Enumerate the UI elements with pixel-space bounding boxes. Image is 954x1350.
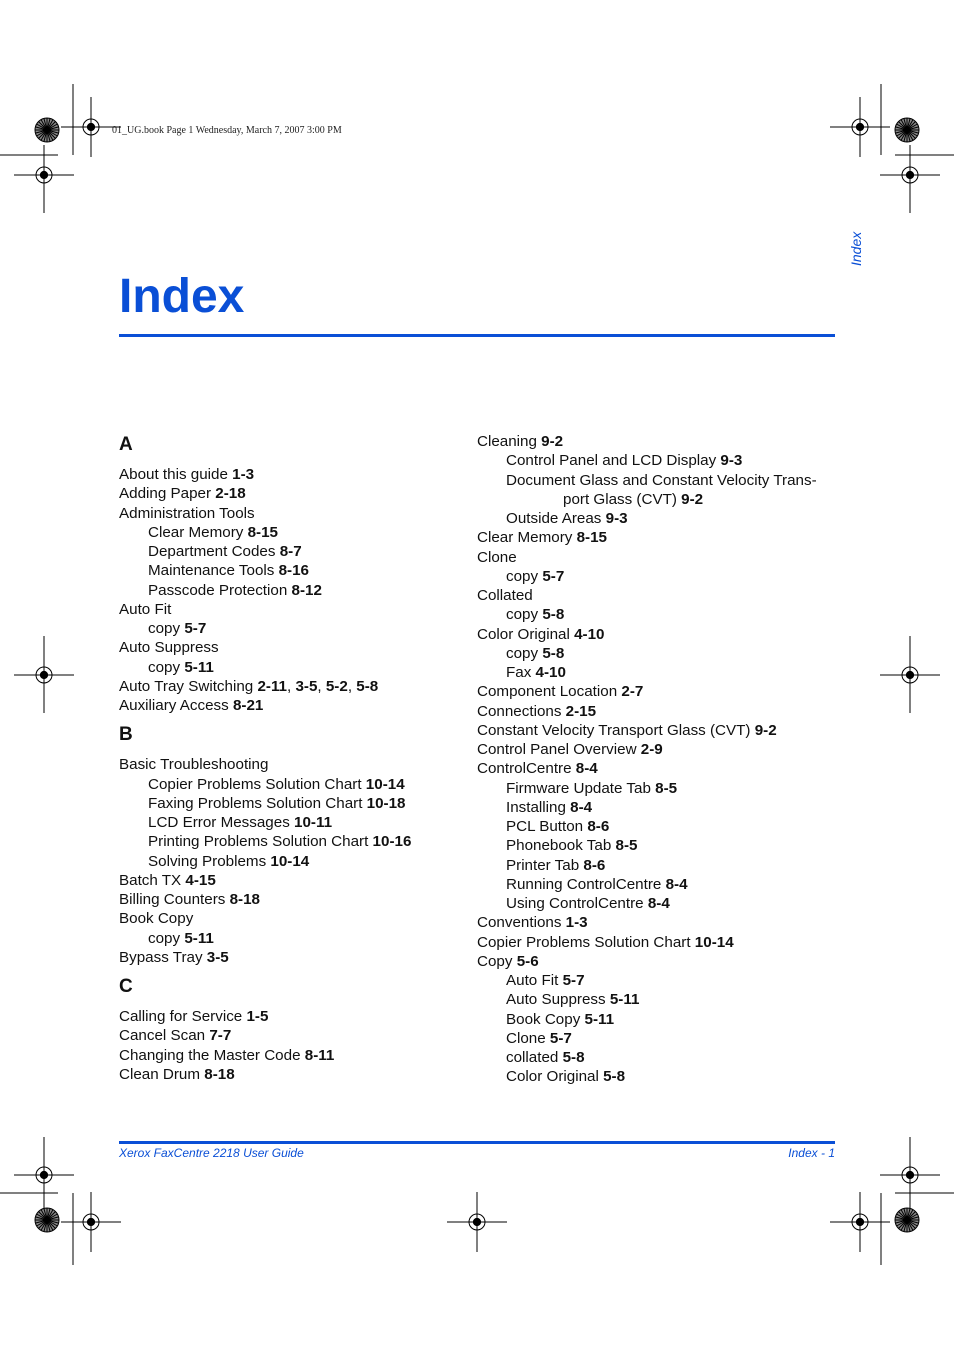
index-page-ref[interactable]: 8-15 <box>576 529 607 547</box>
index-page-ref[interactable]: 5-11 <box>584 1010 615 1028</box>
index-entry-term: copy <box>148 620 185 637</box>
index-entry-term: Clone <box>506 1029 550 1047</box>
index-entry-term: Control Panel and LCD Display <box>506 452 721 470</box>
index-page-ref[interactable]: 9-3 <box>605 510 628 527</box>
index-entry-term: ControlCentre <box>477 760 576 778</box>
index-page-ref[interactable]: 8-15 <box>247 523 278 541</box>
index-page-ref[interactable]: 5-7 <box>549 1029 572 1047</box>
index-entry-term: Auxiliary Access <box>119 697 233 714</box>
index-page-ref[interactable]: 8-5 <box>655 779 678 797</box>
index-page-ref[interactable]: 5-11 <box>609 991 640 1009</box>
index-page-ref[interactable]: 5-8 <box>356 677 379 695</box>
index-entry-term: Cancel Scan <box>119 1027 210 1045</box>
index-entry-term: Installing <box>506 798 571 816</box>
index-page-ref[interactable]: 8-4 <box>575 760 598 778</box>
index-entry-term: Basic Troubleshooting <box>119 756 269 774</box>
index-entry-term: Firmware Update Tab <box>506 779 656 797</box>
index-page-ref[interactable]: 9-3 <box>720 452 743 470</box>
index-page-ref[interactable]: 8-18 <box>204 1065 235 1083</box>
index-page-ref[interactable]: 5-7 <box>184 620 207 637</box>
index-page-ref[interactable]: 4-15 <box>185 871 216 889</box>
index-letter-heading: A <box>119 434 133 455</box>
index-page-ref[interactable]: 5-2 <box>325 677 348 695</box>
index-page-ref[interactable]: 10-16 <box>372 833 412 851</box>
index-page-ref[interactable]: 5-7 <box>562 972 585 989</box>
index-entry: Auto Tray Switching 2-11, 3-5, 5-2, 5-8 <box>119 677 379 695</box>
index-page-ref[interactable]: 8-4 <box>647 895 670 912</box>
index-page-ref[interactable]: 8-6 <box>587 818 610 835</box>
index-entry-term: Constant Velocity Transport Glass (CVT) <box>477 721 755 739</box>
index-entry-term: Using ControlCentre <box>506 895 648 912</box>
index-entry-term: collated <box>506 1049 563 1066</box>
index-entry-term: Solving Problems <box>148 852 271 870</box>
index-page-ref[interactable]: 10-14 <box>270 852 310 870</box>
index-entry-term: Book Copy <box>119 910 194 928</box>
index-page-ref[interactable]: 5-8 <box>603 1068 626 1086</box>
index-entry-term: Conventions <box>477 914 566 932</box>
index-entry-term: Bypass Tray <box>119 948 207 966</box>
page-title: Index <box>119 270 245 323</box>
index-entry-term: Maintenance Tools <box>148 562 279 580</box>
index-entry-term: Changing the Master Code <box>119 1046 305 1064</box>
index-entry-term: Color Original <box>506 1068 604 1086</box>
index-page-ref[interactable]: 2-15 <box>565 702 597 720</box>
index-page-ref[interactable]: 1-3 <box>565 914 588 932</box>
index-entry-term: Department Codes <box>148 543 280 560</box>
index-page-ref[interactable]: 5-11 <box>184 658 214 676</box>
index-entry-term: Copy <box>477 952 517 970</box>
index-page-ref[interactable]: 8-21 <box>232 697 264 714</box>
index-page-ref[interactable]: 10-11 <box>294 814 333 831</box>
index-page-ref[interactable]: 5-8 <box>562 1049 585 1066</box>
index-page-ref[interactable]: 5-7 <box>542 567 565 585</box>
index-entry-term: Administration Tools <box>119 504 255 522</box>
index-page-ref[interactable]: 3-5 <box>295 677 318 695</box>
index-page-ref[interactable]: 8-18 <box>229 891 260 908</box>
index-entry-term: Copier Problems Solution Chart <box>477 933 695 951</box>
index-entry-term: Book Copy <box>506 1010 585 1028</box>
index-entry-term: Adding Paper <box>119 485 216 503</box>
index-entry-term: Clear Memory <box>477 529 577 547</box>
index-page-ref[interactable]: 8-4 <box>570 798 593 816</box>
index-entry-term: Calling for Service <box>119 1008 247 1025</box>
index-page-ref[interactable]: 8-4 <box>665 875 688 893</box>
index-entry-term: Auto Tray Switching <box>119 677 258 695</box>
index-entry-term: Running ControlCentre <box>506 875 666 893</box>
index-entry-term: copy <box>506 644 543 662</box>
index-entry-term: Printing Problems Solution Chart <box>148 833 373 851</box>
index-page-ref[interactable]: 7-7 <box>209 1027 232 1045</box>
index-entry-term: Phonebook Tab <box>506 837 616 855</box>
index-entry-term: port Glass (CVT) <box>563 490 682 508</box>
index-entry-term: Faxing Problems Solution Chart <box>148 794 367 812</box>
index-entry-term: Clean Drum <box>119 1065 205 1083</box>
index-page-ref[interactable]: 3-5 <box>206 948 229 966</box>
index-entry-term: Clone <box>477 548 517 566</box>
index-entry-term: Auto Suppress <box>506 991 610 1009</box>
index-entry-term: Copier Problems Solution Chart <box>148 775 366 793</box>
index-page-ref[interactable]: 5-8 <box>542 644 565 662</box>
index-entry-term: copy <box>148 658 185 676</box>
index-page-ref[interactable]: 1-5 <box>246 1008 269 1025</box>
index-entry-term: Component Location <box>477 683 622 701</box>
index-letter-heading: C <box>119 976 133 997</box>
index-entry-term: Clear Memory <box>148 523 248 541</box>
index-page-ref[interactable]: 1-3 <box>232 466 255 483</box>
index-entry-term: copy <box>148 929 185 947</box>
index-entry-term: Passcode Protection <box>148 581 292 599</box>
index-page-ref[interactable]: 2-18 <box>215 485 246 503</box>
index-page-ref[interactable]: 4-10 <box>574 625 605 643</box>
index-page-ref[interactable]: 9-2 <box>681 490 704 508</box>
index-entry-term: Auto Fit <box>506 972 563 989</box>
index-page-ref[interactable]: 5-8 <box>542 606 565 624</box>
index-page-ref[interactable]: 8-7 <box>279 543 302 560</box>
index-entry-term: copy <box>506 567 543 585</box>
index-entry-term: Collated <box>477 587 533 604</box>
index-entry-term: Document Glass and Constant Velocity Trans- <box>506 471 817 489</box>
print-slug: 01_UG.book Page 1 Wednesday, March 7, 2007 3:00 PM <box>112 125 342 136</box>
index-page-ref[interactable]: 4-10 <box>535 664 566 681</box>
side-tab-label: Index <box>848 231 864 266</box>
index-page-ref[interactable]: 2-7 <box>621 683 644 701</box>
index-entry-term: Outside Areas <box>506 510 606 527</box>
index-entry-term: Billing Counters <box>119 891 230 908</box>
index-entry-term: LCD Error Messages <box>148 814 295 831</box>
index-entry-term: copy <box>506 606 543 624</box>
index-entry-term: Connections <box>477 702 566 720</box>
index-letter-heading: B <box>119 724 133 746</box>
index-page-ref[interactable]: 10-14 <box>365 775 405 793</box>
index-page-ref[interactable]: 10-18 <box>366 794 406 812</box>
index-page-ref[interactable]: 8-5 <box>615 837 638 855</box>
index-page-ref[interactable]: 8-6 <box>583 856 606 874</box>
index-page-ref[interactable]: 2-9 <box>640 741 663 758</box>
index-page-ref[interactable]: 8-11 <box>304 1046 335 1064</box>
index-page-ref[interactable]: 8-16 <box>278 562 309 580</box>
index-page-ref[interactable]: 9-2 <box>541 433 564 450</box>
index-entry-term: Auto Fit <box>119 600 172 618</box>
footer-page-number: Index - 1 <box>788 1146 835 1160</box>
index-page-ref[interactable]: 2-11 <box>257 677 287 695</box>
index-page-ref[interactable]: 5-6 <box>516 952 539 970</box>
index-entry-term: Color Original <box>477 625 575 643</box>
footer-guide-title: Xerox FaxCentre 2218 User Guide <box>119 1146 304 1160</box>
index-page-ref[interactable]: 8-12 <box>291 581 322 599</box>
index-entry-term: Control Panel Overview <box>477 741 641 758</box>
index-page-ref[interactable]: 9-2 <box>754 721 777 739</box>
index-entry-term: Printer Tab <box>506 856 584 874</box>
index-entry-term: Cleaning <box>477 433 542 450</box>
index-entry-term: Batch TX <box>119 871 186 889</box>
index-entry-term: PCL Button <box>506 818 588 835</box>
index-page-ref[interactable]: 10-14 <box>694 933 734 951</box>
index-entry-term: Auto Suppress <box>119 639 219 657</box>
index-page-ref[interactable]: 5-11 <box>184 929 214 947</box>
index-entry-term: About this guide <box>119 466 233 483</box>
index-entry-term: Fax <box>506 664 536 681</box>
